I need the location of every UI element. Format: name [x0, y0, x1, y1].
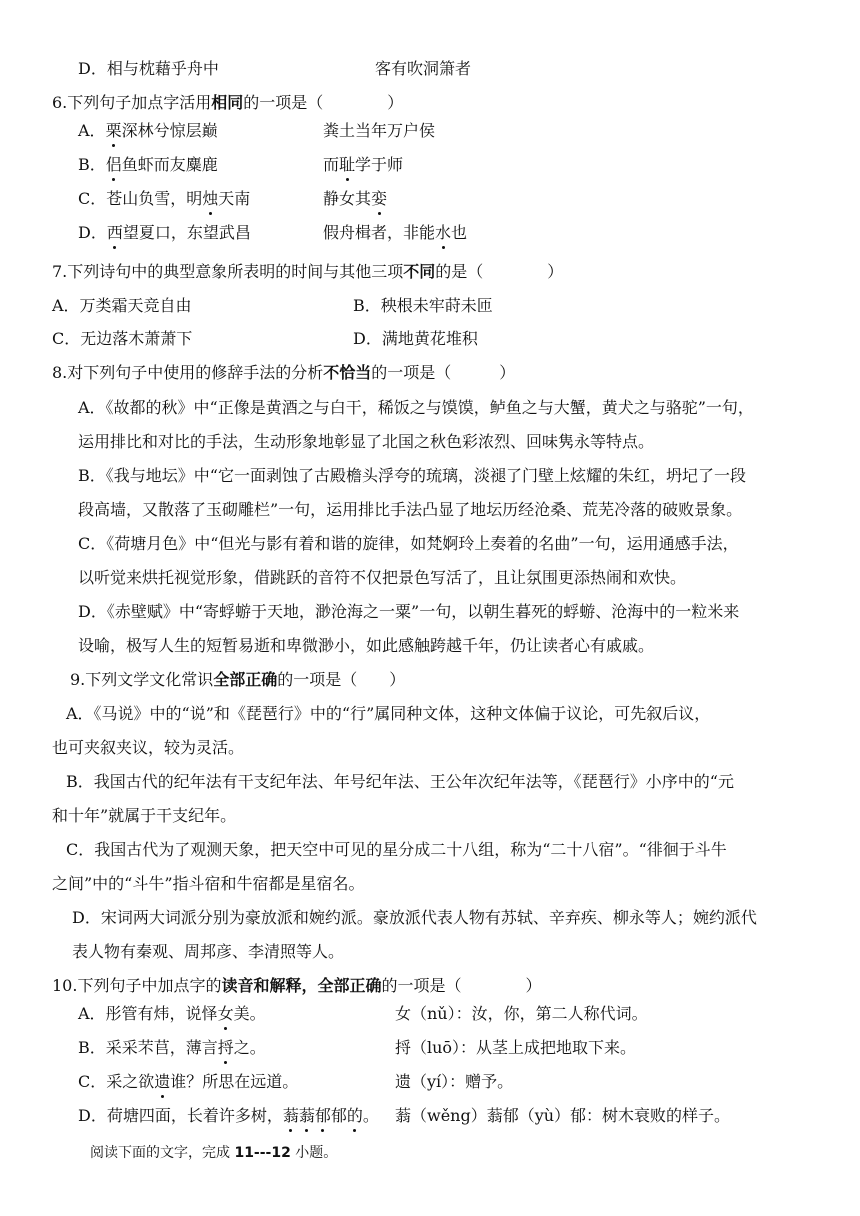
q8-d1: D．《赤壁赋》中“寄蜉蝣于天地，渺沧海之一粟”一句，以朝生暮死的蜉蝣、沧海中的一粒米来	[78, 602, 740, 621]
q10-d-pre: D．荷塘四面，长着许多树，	[78, 1106, 283, 1125]
q9-c-line2	[52, 873, 365, 895]
q8-c-line1	[78, 533, 739, 555]
q8-a1: A．《故都的秋》中“正像是黄酒之与白干，稀饭之与馍馍，鲈鱼之与大蟹，黄犬之与骆驼”一句，	[78, 398, 754, 417]
q6-d-rest: 望夏口，东望武昌	[122, 223, 251, 242]
q6-option-b-left	[78, 154, 218, 176]
q6-option-c-right	[323, 188, 387, 210]
q6-d-dotted: 西	[106, 223, 123, 242]
q6-option-b-right	[323, 154, 403, 176]
q9-d2: 表人物有秦观、周邦彦、李清照等人。	[72, 942, 345, 961]
q6-c-post: 天南	[218, 189, 251, 208]
q8-a2: 运用排比和对比的手法，生动形象地彰显了北国之秋色彩浓烈、回味隽永等特点。	[78, 432, 655, 451]
q8-b-line2	[78, 499, 742, 521]
q9-stem	[70, 669, 405, 691]
q6-option-a-left	[78, 120, 218, 142]
q7-stem-post: 的是（ ）	[435, 262, 564, 281]
q6-b-label: B．	[78, 155, 106, 174]
q10-d-dotted-1: 蓊	[282, 1106, 299, 1125]
q6-option-d-right	[323, 222, 467, 244]
q6-option-c-left	[78, 188, 250, 210]
q6-a-rest: 深林兮惊层巅	[121, 121, 218, 140]
q10-a-post: 美。	[233, 1004, 266, 1023]
q6-b2-dotted: 耻	[339, 155, 356, 174]
q8-stem-post: 的一项是（ ）	[371, 363, 516, 382]
q10-b-post: 之。	[233, 1038, 266, 1057]
q10-option-d-right	[395, 1105, 730, 1127]
q6-b-rest: 鱼虾而友麋鹿	[121, 155, 218, 174]
q5-option-d	[78, 58, 219, 80]
q6-d-label: D．	[78, 223, 107, 242]
q9-a2: 也可夹叙夹议，较为灵活。	[52, 738, 245, 757]
q8-stem-bold: 不恰当	[323, 363, 372, 382]
q10-stem-post: 的一项是（ ）	[381, 976, 542, 995]
q7-option-d	[353, 328, 478, 350]
q6-d2-dotted: 水	[435, 223, 452, 242]
q10-option-a-left	[78, 1003, 266, 1025]
q9-a-line2	[52, 737, 244, 759]
q9-a1: A．《马说》中的“说”和《琵琶行》中的“行”属同种文体，这种文体偏于议论，可先叙后议，	[66, 704, 711, 723]
q10-a-dotted: 女	[217, 1004, 234, 1023]
q8-c-line2	[78, 567, 686, 589]
q10-c-explain: 遗（yí）：赠予。	[395, 1072, 514, 1091]
q10-option-a-right	[395, 1003, 648, 1025]
q6-a-dotted: 栗	[105, 121, 122, 140]
q9-d-line1	[72, 907, 757, 929]
q10-option-b-left	[78, 1037, 266, 1059]
q6-stem-post: 的一项是（ ）	[243, 93, 404, 112]
q7-stem	[52, 261, 563, 283]
q9-c2: 之间”中的“斗牛”指斗宿和牛宿都是星宿名。	[52, 874, 365, 893]
reading-instruction-range: 11---12	[234, 1145, 291, 1161]
q9-c-line1	[66, 839, 727, 861]
q9-d1: D．宋词两大词派分别为豪放派和婉约派。豪放派代表人物有苏轼、辛弃疾、柳永等人；婉约派代	[72, 908, 757, 927]
q8-c1: C．《荷塘月色》中“但光与影有着和谐的旋律，如梵婀玲上奏着的名曲”一句，运用通感手法，	[78, 534, 739, 553]
q6-d2-post: 也	[451, 223, 468, 242]
reading-instruction-pre: 阅读下面的文字，完成	[90, 1145, 235, 1161]
q8-b1: B．《我与地坛》中“它一面剥蚀了古殿檐头浮夸的琉璃，淡褪了门壁上炫耀的朱红，坍圮了一段	[78, 466, 746, 485]
q10-a-explain: 女（nǔ）：汝，你，第二人称代词。	[395, 1004, 648, 1023]
q7-option-a	[52, 295, 192, 317]
q8-d-line1	[78, 601, 739, 623]
q7-d-text: D．满地黄花堆积	[353, 329, 478, 348]
q5-option-d-right	[375, 58, 471, 80]
q9-c1: C．我国古代为了观测天象，把天空中可见的星分成二十八组，称为“二十八宿”。“徘徊于斗牛	[66, 840, 727, 859]
q8-c2: 以听觉来烘托视觉形象，借跳跃的音符不仅把景色写活了，且让氛围更添热闹和欢快。	[78, 568, 687, 587]
q7-a-text: A．万类霜天竞自由	[52, 296, 192, 315]
q10-d-dotted-3: 郁	[314, 1106, 331, 1125]
q7-stem-bold: 不同	[403, 262, 436, 281]
q10-option-c-left	[78, 1071, 298, 1093]
q10-d-explain: 蓊（wěng）蓊郁（yù）郁：树木衰败的样子。	[395, 1106, 731, 1125]
q7-b-text: B．秧根未牢莳未匝	[353, 296, 493, 315]
q8-d2: 设喻，极写人生的短暂易逝和卑微渺小，如此感触跨越千年，仍让读者心有戚戚。	[78, 636, 655, 655]
q10-stem-pre: 10.下列句子中加点字的	[52, 976, 222, 995]
q9-stem-bold: 全部正确	[213, 670, 278, 689]
reading-instruction	[90, 1142, 337, 1164]
q5-option-d-right-text: 客有吹洞箫者	[375, 59, 472, 78]
q7-option-b	[353, 295, 493, 317]
q8-b-line1	[78, 465, 746, 487]
q9-stem-pre: 9.下列文学文化常识	[70, 670, 214, 689]
q9-stem-post: 的一项是（ ）	[277, 670, 406, 689]
q10-b-pre: B．采采芣苢，薄言	[78, 1038, 218, 1057]
q6-c-label: C．	[78, 189, 107, 208]
q8-stem-pre: 8.对下列句子中使用的修辞手法的分析	[52, 363, 324, 382]
q6-b2-post: 学于师	[355, 155, 404, 174]
q6-a-label: A．	[78, 121, 106, 140]
q10-stem-bold: 读音和解释，全部正确	[221, 976, 382, 995]
q10-option-b-right	[395, 1037, 636, 1059]
q6-c2-dotted: 娈	[371, 189, 388, 208]
q5-option-d-left: D．相与枕藉乎舟中	[78, 59, 219, 78]
q7-option-c	[52, 328, 192, 350]
q6-a2-first: 粪	[323, 121, 340, 140]
q7-stem-pre: 7.下列诗句中的典型意象所表明的时间与其他三项	[52, 262, 404, 281]
q8-a-line1	[78, 397, 754, 419]
q6-d2-pre: 假舟楫者，非能	[323, 223, 436, 242]
q6-c-pre: 苍山负雪，明	[106, 189, 203, 208]
q6-c2-pre: 静女其	[323, 189, 372, 208]
q10-c-pre: C．采之欲	[78, 1072, 155, 1091]
q9-b1: B．我国古代的纪年法有干支纪年法、年号纪年法、王公年次纪年法等，《琵琶行》小序中的“元	[66, 772, 734, 791]
q9-b2: 和十年”就属于干支纪年。	[52, 806, 237, 825]
q9-a-line1	[66, 703, 710, 725]
q6-option-a-right	[323, 120, 435, 142]
q10-a-pre: A．彤管有炜，说怿	[78, 1004, 218, 1023]
q6-stem-bold: 相同	[211, 93, 244, 112]
q10-c-dotted: 遗	[154, 1072, 171, 1091]
q6-b-dotted: 侣	[105, 155, 122, 174]
q10-d-dotted-4: 郁的。	[330, 1106, 379, 1125]
q9-b-line1	[66, 771, 734, 793]
q10-b-dotted: 捋	[217, 1038, 234, 1057]
q8-stem	[52, 362, 515, 384]
q8-b2: 段高墙，又散落了玉砌雕栏”一句，运用排比手法凸显了地坛历经沧桑、荒芜冷落的破败景象。	[78, 500, 743, 519]
q10-d-dotted-2: 蓊	[298, 1106, 315, 1125]
q6-stem	[52, 92, 403, 114]
q6-a2-rest: 土当年万户侯	[339, 121, 436, 140]
q8-d-line2	[78, 635, 654, 657]
q9-b-line2	[52, 805, 236, 827]
q7-c-text: C．无边落木萧萧下	[52, 329, 193, 348]
q10-option-c-right	[395, 1071, 513, 1093]
q6-c-dotted: 烛	[202, 189, 219, 208]
q8-a-line2	[78, 431, 654, 453]
q6-option-d-left	[78, 222, 251, 244]
q10-option-d-left	[78, 1105, 379, 1127]
q6-stem-pre: 6.下列句子加点字活用	[52, 93, 212, 112]
q10-stem	[52, 975, 541, 997]
reading-instruction-post: 小题。	[290, 1145, 338, 1161]
q6-b2-pre: 而	[323, 155, 340, 174]
q10-c-post: 谁？所思在远道。	[170, 1072, 299, 1091]
q10-b-explain: 捋（luō）：从茎上成把地取下来。	[395, 1038, 637, 1057]
q9-d-line2	[72, 941, 344, 963]
